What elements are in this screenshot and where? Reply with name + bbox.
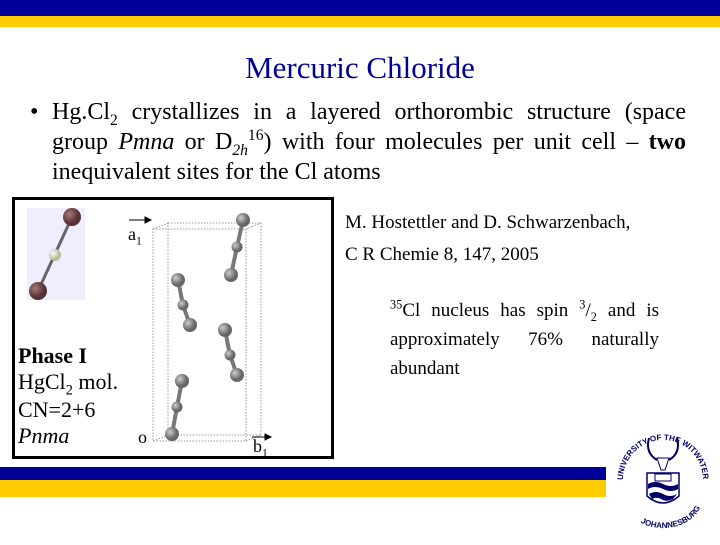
top-gold-bar [0, 16, 720, 27]
molecules [172, 220, 243, 434]
text: or D [174, 129, 233, 155]
isotope-number: 35 [390, 297, 403, 312]
slide-title: Mercuric Chloride [245, 50, 475, 85]
subscript: 2h [232, 141, 248, 159]
axis-arrows [129, 217, 271, 440]
logo-bottom-text: JOHANNESBURG [639, 503, 703, 531]
bottom-gold-bar [0, 480, 606, 497]
unit-cell-box [153, 223, 261, 441]
crystal-structure-figure [12, 197, 334, 459]
text: HgCl [18, 369, 66, 394]
molecule-label [18, 369, 119, 399]
svg-text:JOHANNESBURG [640, 504, 703, 530]
text: crystallizes in a layered orthorombic structure (space group [52, 99, 686, 155]
subscript: 2 [110, 111, 118, 129]
text: and is approximately 76% naturally abundant [390, 300, 660, 379]
coordination-label: CN=2+6 [18, 397, 96, 422]
space-group: Pmna [118, 129, 175, 155]
reference-line: C R Chemie 8, 147, 2005 [345, 244, 539, 265]
spin-note: $^{35}$Cl nucleus has spin $^3/_2$ and is approximately 76% naturally abundant [390, 297, 660, 379]
text: ) with four molecules per unit cell – [263, 129, 649, 155]
space-group-label: Pnma [18, 423, 70, 448]
phase-label: Phase I [18, 343, 88, 368]
top-navy-bar [0, 0, 720, 16]
bold-text: two [648, 129, 686, 155]
bottom-navy-bar [0, 467, 606, 480]
text: a [128, 224, 136, 244]
superscript: 16 [247, 127, 264, 144]
reference [345, 207, 630, 271]
text: b [253, 436, 262, 456]
text: Hg.Cl [52, 99, 111, 125]
subscript: 2 [65, 382, 73, 399]
svg-text:UNIVERSITY OF THE WITWATERSRAN [605, 418, 710, 480]
text: Cl nucleus has spin [402, 300, 580, 321]
subscript: 1 [262, 446, 268, 459]
bullet-point [30, 97, 686, 187]
axis-a-label [128, 222, 142, 246]
subscript: 1 [136, 234, 142, 248]
logo-top-text: UNIVERSITY OF THE WITWATER [615, 432, 711, 481]
axis-b-label [253, 434, 268, 458]
text: inequivalent sites for the Cl atoms [52, 159, 381, 185]
bullet-icon: • [30, 99, 39, 125]
atoms [165, 213, 250, 441]
denominator: 2 [590, 309, 597, 324]
text: mol. [72, 369, 119, 394]
numerator: 3 [579, 297, 586, 312]
university-logo [605, 418, 720, 540]
origin-label: o [138, 427, 147, 447]
wits-crest-icon [605, 418, 720, 540]
reference-line: M. Hostettler and D. Schwarzenbach, [345, 212, 631, 233]
